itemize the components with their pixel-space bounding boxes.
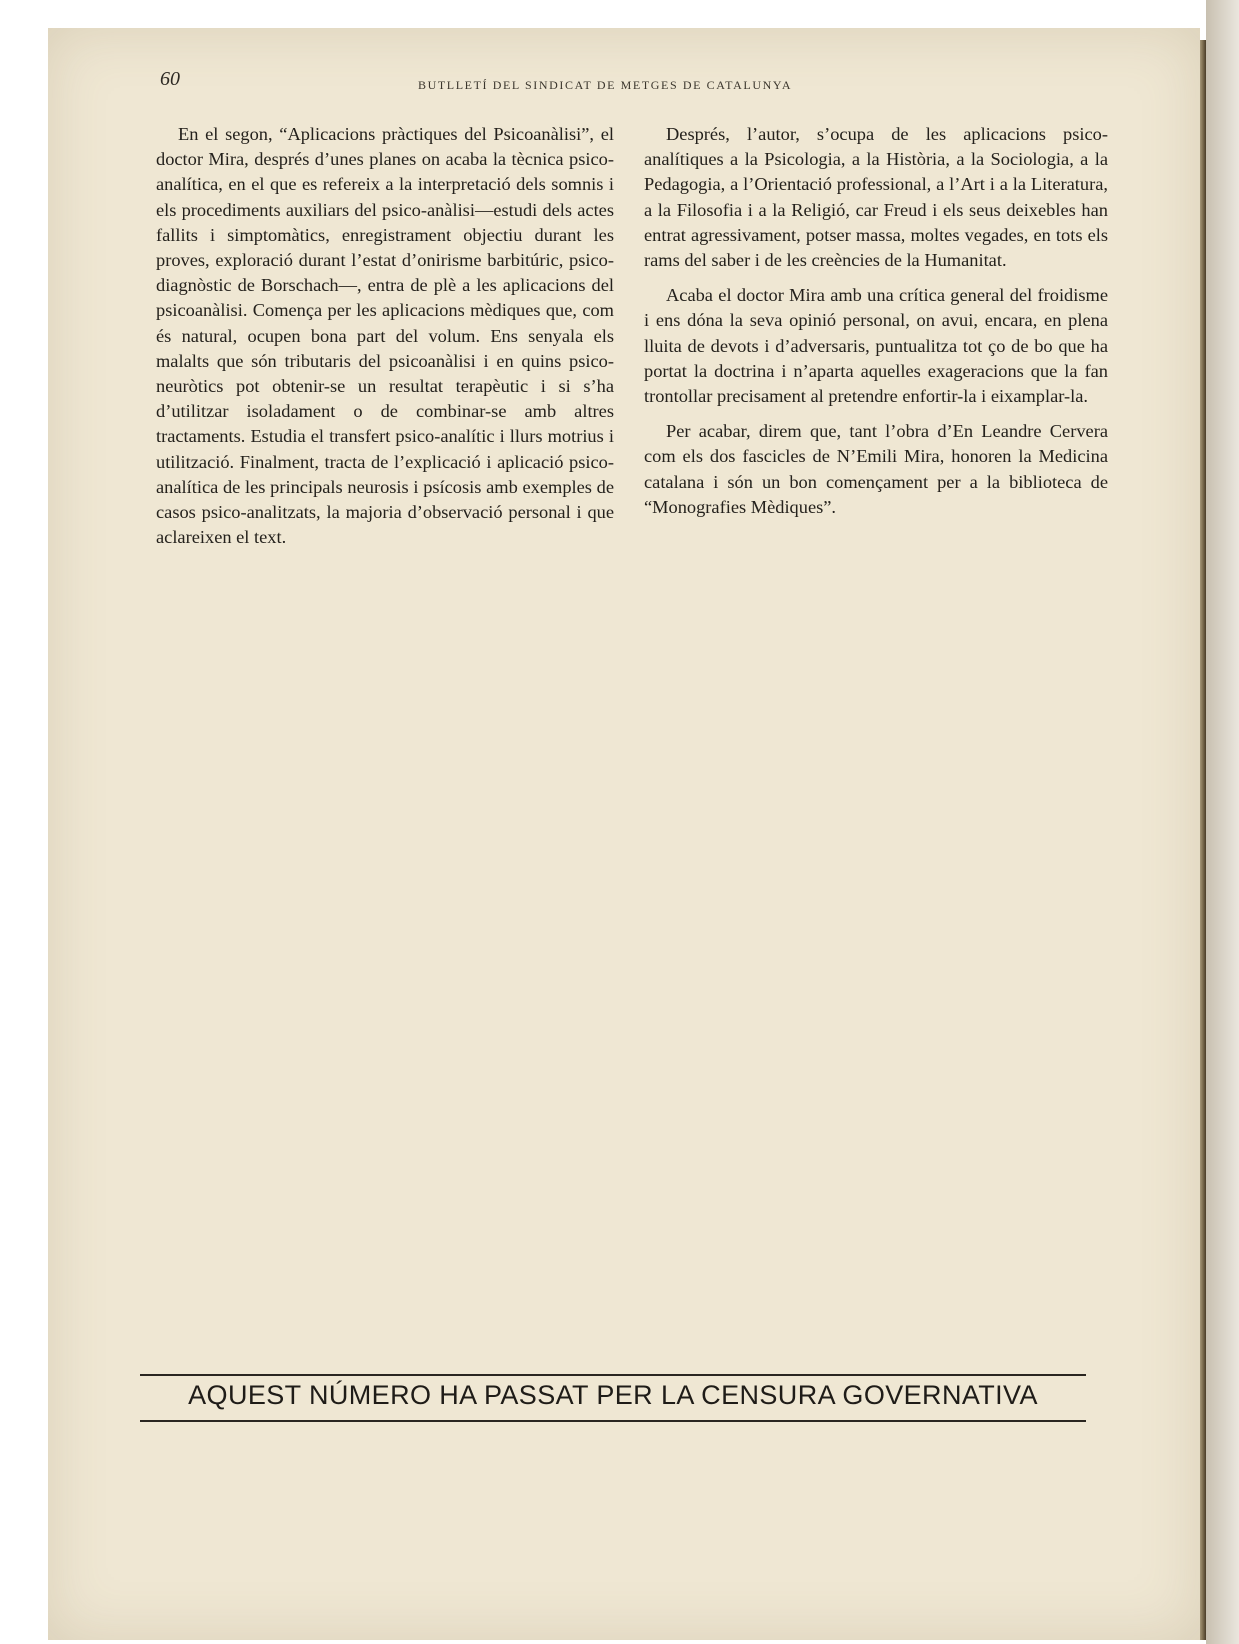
- censorship-notice: AQUEST NÚMERO HA PASSAT PER LA CENSURA GOVERNATIVA: [188, 1380, 1038, 1410]
- censorship-rule-bottom: [140, 1420, 1086, 1422]
- right-column: [644, 122, 1108, 530]
- running-title: BUTLLETÍ DEL SINDICAT DE METGES DE CATALUNYA: [418, 78, 793, 92]
- right-paragraph-3: Per acabar, direm que, tant l’obra d’En Leandre Cervera com els dos fascicles de N’Emili Mira, honoren la Medicina catalana i són un bon començament per a la biblioteca de “Monografies Mèdiques”.: [644, 421, 1108, 517]
- left-paragraph-1: En el segon, “Aplicacions pràctiques del Psicoanàlisi”, el doctor Mira, després d’unes planes on acaba la tècnica psico-analítica, en el que es refereix a la interpretació dels somnis i els procediments auxiliars del psico-anàlisi—estudi dels actes fallits i simptomàtics, enregistrament objectiu durant les proves, exploració durant l’estat d’onirisme barbitúric, psico-diagnòstic de Borschach—, entra de plè a les aplicacions del psicoanàlisi. Comença per les aplicacions mèdiques que, com és natural, ocupen bona part del volum. Ens senyala els malalts que són tributaris del psicoanàlisi i en quins psico-neuròtics pot obtenir-se un resultat terapèutic i si s’ha d’utilitzar isoladament o de combinar-se amb altres tractaments. Estudia el transfert psico-analític i llurs motrius i utilització. Finalment, tracta de l’explicació i aplicació psico-analítica de les principals neurosis i psícosis amb exemples de casos psico-analitzats, la majoria d’observació personal i que aclareixen el text.: [156, 124, 614, 548]
- right-paragraph-2: Acaba el doctor Mira amb una crítica general del froidisme i ens dóna la seva opinió personal, on avui, encara, en plena lluita de devots i d’adversaris, puntualitza tot ço de bo que ha portat la doctrina i n’aparta aquelles exageracions que la fan trontollar precisament al pretendre enfortir-la i eixamplar-la.: [644, 285, 1108, 407]
- page-header: [160, 68, 1140, 98]
- page-number: 60: [160, 68, 180, 90]
- right-paragraph-1: Després, l’autor, s’ocupa de les aplicacions psico-analítiques a la Psicologia, a la Història, a la Sociologia, a la Pedagogia, a l’Orientació professional, a l’Art i a la Literatura, a la Filosofia i a la Religió, car Freud i els seus deixebles han entrat agressivament, potser massa, moltes vegades, en tots els rams del saber i de les creències de la Humanitat.: [644, 124, 1108, 271]
- book-spine: [1206, 0, 1239, 1644]
- censorship-rule-top: [140, 1374, 1086, 1376]
- left-column: [156, 122, 614, 560]
